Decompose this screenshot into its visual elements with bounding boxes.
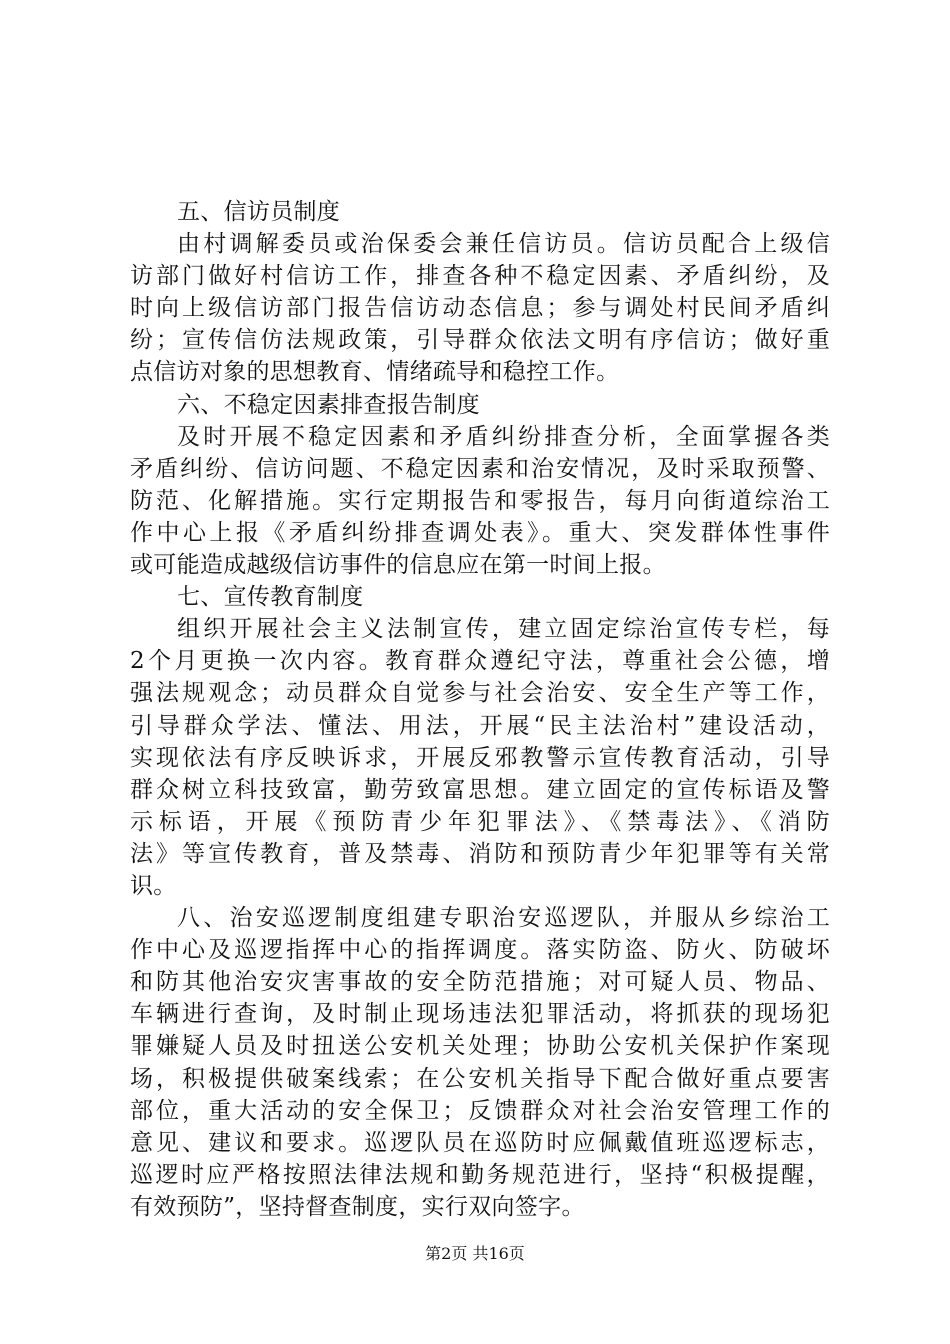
paragraph-line: 引导群众学法、懂法、用法，开展“民主法治村”建设活动，: [130, 712, 830, 739]
paragraph-line: 纷；宣传信仿法规政策，引导群众依法文明有序信访；做好重: [130, 327, 830, 354]
paragraph-line: 部位，重大活动的安全保卫；反馈群众对社会治安管理工作的: [130, 1097, 830, 1124]
paragraph-line: 及时开展不稳定因素和矛盾纠纷排查分析，全面掌握各类: [177, 423, 830, 450]
paragraph-line: 矛盾纠纷、信访问题、不稳定因素和治安情况，及时采取预警、: [130, 455, 830, 482]
paragraph-line: 组织开展社会主义法制宣传，建立固定综治宣传专栏，每: [177, 616, 830, 643]
paragraph-line: 实现依法有序反映诉求，开展反邪教警示宣传教育活动，引导: [130, 744, 830, 771]
section-heading: 七、宣传教育制度: [177, 584, 364, 611]
paragraph-line: 访部门做好村信访工作，排查各种不稳定因素、矛盾纠纷，及: [130, 263, 830, 290]
document-body: [130, 196, 830, 1223]
section-heading: 五、信访员制度: [177, 199, 341, 225]
paragraph-line: 意见、建议和要求。巡逻队员在巡防时应佩戴值班巡逻标志，: [130, 1129, 830, 1156]
paragraph-line: 巡逻时应严格按照法律法规和勤务规范进行，坚持“积极提醒，: [130, 1161, 830, 1188]
paragraph-line: 识。: [130, 872, 177, 899]
paragraph-line: 罪嫌疑人员及时扭送公安机关处理；协助公安机关保护作案现: [130, 1033, 830, 1060]
paragraph-line: 八、治安巡逻制度组建专职治安巡逻队，并服从乡综治工: [177, 905, 830, 932]
paragraph-line: 由村调解委员或治保委会兼任信访员。信访员配合上级信: [177, 231, 830, 258]
paragraph-line: 示标语，开展《预防青少年犯罪法》、《禁毒法》、《消防: [130, 808, 830, 835]
paragraph-line: 群众树立科技致富，勤劳致富思想。建立固定的宣传标语及警: [130, 776, 830, 803]
paragraph-line: 场，积极提供破案线索；在公安机关指导下配合做好重点要害: [130, 1065, 830, 1092]
section-heading: 六、不稳定因素排查报告制度: [177, 391, 480, 418]
paragraph-line: 法》等宣传教育，普及禁毒、消防和预防青少年犯罪等有关常: [130, 840, 830, 867]
paragraph-line: 防范、化解措施。实行定期报告和零报告，每月向街道综治工: [130, 487, 830, 514]
paragraph-line: 作中心及巡逻指挥中心的指挥调度。落实防盗、防火、防破坏: [130, 937, 830, 964]
paragraph-line: 和防其他治安灾害事故的安全防范措施；对可疑人员、物品、: [130, 969, 830, 996]
paragraph-line: 或可能造成越级信访事件的信息应在第一时间上报。: [130, 552, 666, 579]
paragraph-line: 点信访对象的思想教育、情绪疏导和稳控工作。: [130, 359, 620, 386]
paragraph-line: 车辆进行查询，及时制止现场违法犯罪活动，将抓获的现场犯: [130, 1001, 830, 1028]
paragraph-line: 强法规观念；动员群众自觉参与社会治安、安全生产等工作，: [130, 680, 830, 707]
paragraph-line: 作中心上报《矛盾纠纷排查调处表》。重大、突发群体性事件: [130, 519, 830, 546]
paragraph-line: 2个月更换一次内容。教育群众遵纪守法，尊重社会公德，增: [130, 648, 830, 675]
paragraph-line: 时向上级信访部门报告信访动态信息；参与调处村民间矛盾纠: [130, 295, 830, 322]
paragraph-line: 有效预防”，坚持督查制度，实行双向签字。: [130, 1193, 585, 1220]
page-footer: 第2页 共16页: [425, 1244, 525, 1263]
